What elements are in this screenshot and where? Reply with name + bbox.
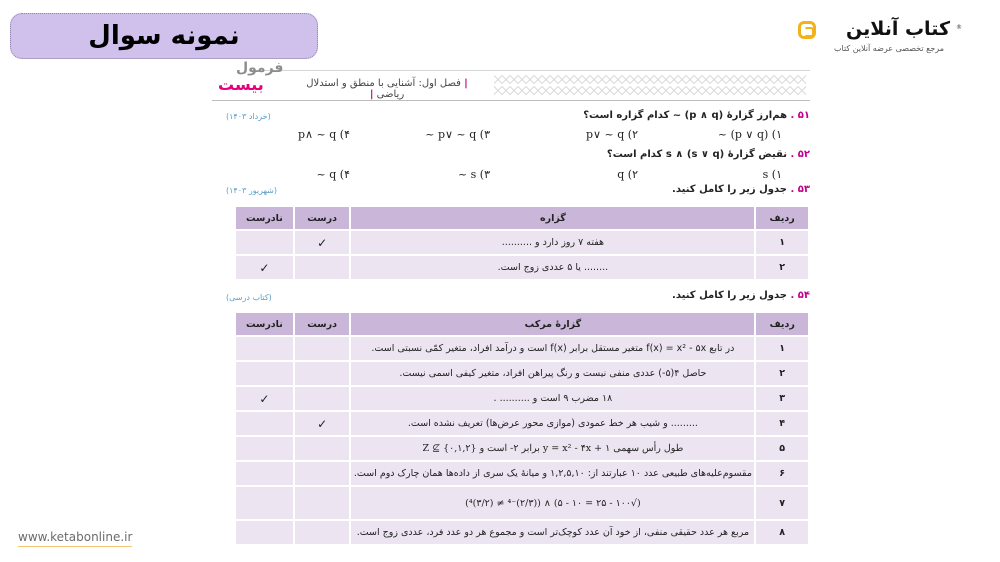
question-52: [607, 149, 810, 160]
question-text: جدول زیر را کامل کنید.: [672, 184, 788, 195]
table-row: ۱ هفته ۷ روز دارد و .......... ✓: [236, 231, 808, 254]
question-number: ۵۳ .: [790, 184, 810, 195]
false-cell[interactable]: [236, 337, 293, 360]
option-1[interactable]: ~ (p ∨ q) (۱: [717, 128, 782, 141]
table-row: ۲ ........ یا ۵ عددی زوج است. ✓: [236, 256, 808, 279]
table-row: ۱ در تابع f(x) = x² - ۵x متغیر مستقل برابر f(x) است و درآمد افراد، متغیر کمّی نسبتی است.: [236, 337, 808, 360]
question-53: [672, 184, 810, 195]
true-cell[interactable]: [295, 521, 350, 544]
option-3[interactable]: ~ s (۳: [457, 168, 490, 181]
false-cell[interactable]: ✓: [236, 256, 293, 279]
question-text: نقیض گزارهٔ (s ∨ q) ∧ s کدام است؟: [606, 149, 788, 160]
true-cell[interactable]: ✓: [295, 231, 350, 254]
false-cell[interactable]: ✓: [236, 387, 293, 410]
question-text: جدول زیر را کامل کنید.: [672, 290, 788, 301]
true-cell[interactable]: [295, 337, 350, 360]
compound-statement-table: [234, 311, 810, 546]
false-cell[interactable]: [236, 462, 293, 485]
option-4[interactable]: ~ q (۴: [316, 168, 350, 181]
ketabonline-logo[interactable]: [820, 18, 970, 58]
question-source: (کتاب درسی): [226, 293, 272, 302]
header-divider-top: [262, 70, 810, 71]
false-cell[interactable]: [236, 362, 293, 385]
question-number: ۵۴ .: [790, 290, 810, 301]
table-row: ۴ ......... و شیب هر خط عمودی (موازی محور عرض‌ها) تعریف نشده است. ✓: [236, 412, 808, 435]
true-cell[interactable]: [295, 487, 350, 519]
false-cell[interactable]: [236, 412, 293, 435]
true-cell[interactable]: [295, 437, 350, 460]
table-row: ۷ (√۱۰۰ - ۲۵ = ۱۰ - ۵) ∧ ((۲/۳)⁻⁴ ≠ (۳/۲)⁴): [236, 487, 808, 519]
true-cell[interactable]: [295, 462, 350, 485]
question-number: ۵۱ .: [790, 110, 810, 121]
table-row: ۸ مربع هر عدد حقیقی منفی، از خود آن عدد کوچک‌تر است و مجموع هر دو عدد فرد، عددی زوج است.: [236, 521, 808, 544]
question-number: ۵۲ .: [790, 149, 810, 160]
table-row: ۳ ۱۸ مضرب ۹ است و .......... . ✓: [236, 387, 808, 410]
option-2[interactable]: q (۲: [617, 168, 638, 181]
question-51-options: [212, 128, 810, 142]
header-true: درست: [295, 207, 350, 229]
website-link[interactable]: www.ketabonline.ir: [18, 530, 132, 547]
registered-mark: ®: [956, 24, 962, 31]
option-1[interactable]: s (۱: [762, 168, 782, 181]
book-page: [212, 62, 810, 552]
true-cell[interactable]: ✓: [295, 412, 350, 435]
header-statement: گزارهٔ مرکب: [351, 313, 754, 335]
sample-question-badge: [10, 13, 318, 59]
question-52-options: [212, 168, 810, 182]
question-text: هم‌ارز گزارهٔ (p ∧ q) ~ کدام گزاره است؟: [583, 110, 788, 121]
question-source: (شهریور ۱۴۰۳): [226, 186, 278, 195]
false-cell[interactable]: [236, 487, 293, 519]
header-row: ردیف: [756, 207, 808, 229]
table-row: ۶ مقسوم‌علیه‌های طبیعی عدد ۱۰ عبارتند از: ۱,۲,۵,۱۰ و میانهٔ یک سری از داده‌ها همان چارک دوم است.: [236, 462, 808, 485]
false-cell[interactable]: [236, 521, 293, 544]
true-cell[interactable]: [295, 362, 350, 385]
header-pattern: [494, 74, 806, 96]
logo-subtitle: مرجع تخصصی عرضه آنلاین کتاب: [833, 44, 944, 53]
option-3[interactable]: ~ p∨ ~ q (۳: [425, 128, 490, 141]
question-51: [583, 110, 810, 121]
header-false: نادرست: [236, 313, 293, 335]
badge-label: نمونه سوال: [88, 21, 240, 51]
header-true: درست: [295, 313, 350, 335]
header-divider: [212, 100, 810, 101]
table-row: ۵ طول رأس سهمی y = x² - ۴x + ۱ برابر ۲- است و Z ⊈ {۰,۱,۲}: [236, 437, 808, 460]
brand-top-text: فرمول: [236, 60, 284, 76]
true-cell[interactable]: [295, 256, 350, 279]
question-54: [672, 290, 810, 301]
false-cell[interactable]: [236, 437, 293, 460]
header-false: نادرست: [236, 207, 293, 229]
chapter-title-text: فصل اول: آشنایی با منطق و استدلال ریاضی: [306, 78, 461, 100]
question-source: (خرداد ۱۴۰۳): [226, 112, 271, 121]
brand-bottom-text: بیست: [218, 75, 264, 94]
statement-table-1: [234, 205, 810, 281]
true-cell[interactable]: [295, 387, 350, 410]
header-statement: گزاره: [351, 207, 754, 229]
logo-icon: [798, 21, 816, 39]
option-2[interactable]: p∨ ~ q (۲: [585, 128, 638, 141]
logo-title: کتاب آنلاین: [846, 18, 950, 40]
formula-bist-brand: [216, 60, 284, 98]
chapter-title: | فصل اول: آشنایی با منطق و استدلال ریاضی |: [306, 78, 468, 100]
table-row: ۲ حاصل ۴(۵-) عددی منفی نیست و رنگ پیراهن افراد، متغیر کیفی اسمی نیست.: [236, 362, 808, 385]
option-4[interactable]: p∧ ~ q (۴: [297, 128, 350, 141]
header-row: ردیف: [756, 313, 808, 335]
false-cell[interactable]: [236, 231, 293, 254]
